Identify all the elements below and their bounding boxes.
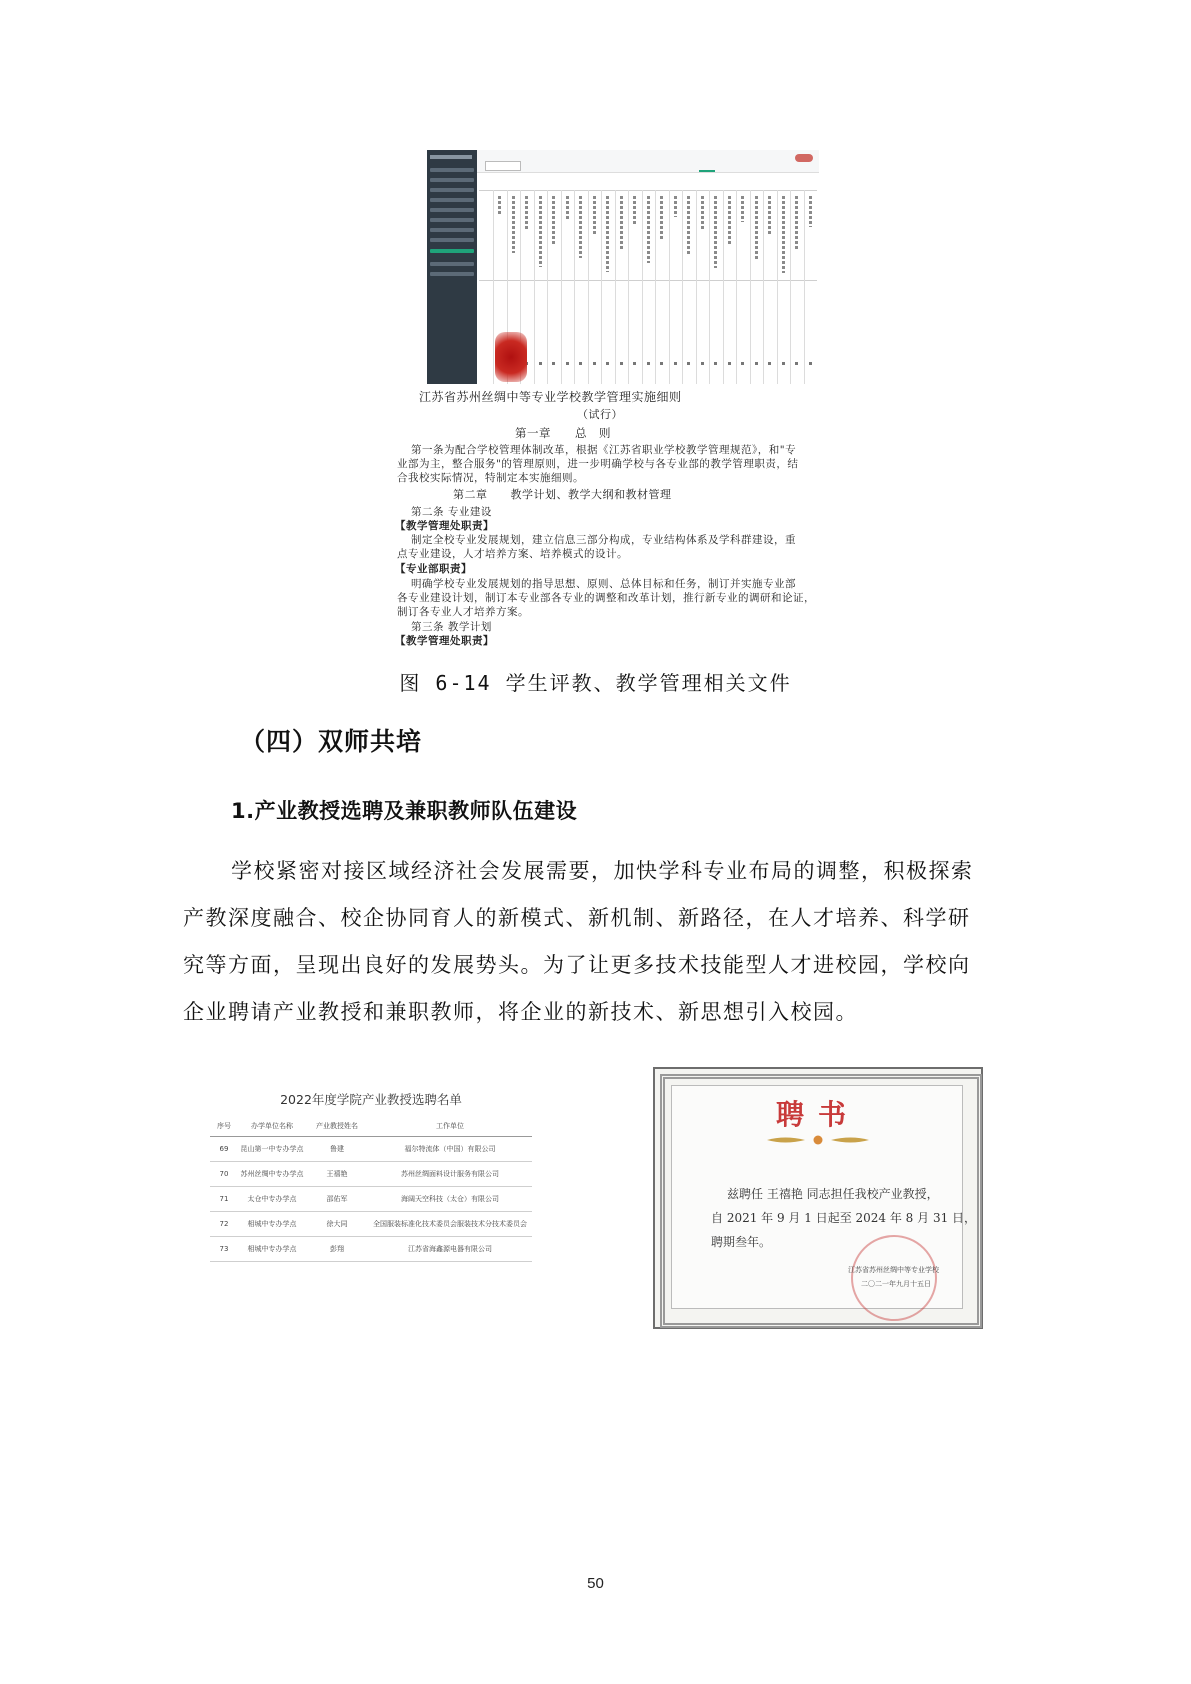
cell-mark (741, 362, 744, 365)
doc-office-duty-line-1: 制定全校专业发展规划，建立信息三部分构成，专业结构体系及学科群建设，重 (411, 534, 796, 546)
cell-mark (714, 362, 717, 365)
header-text-column (782, 196, 785, 273)
table-row (210, 1237, 532, 1262)
table-cell: 王禧艳 (306, 1162, 368, 1187)
table-header-cell: 序号 (210, 1116, 238, 1137)
doc-article-1-line-2: 业部为主，整合服务"的管理原则，进一步明确学校与各专业部的教学管理职责，结 (397, 458, 799, 470)
header-text-column (498, 196, 501, 216)
doc-dept-duty-line-3: 制订各专业人才培养方案。 (397, 606, 529, 618)
certificate-issuer: 江苏省苏州丝绸中等专业学校 (848, 1266, 939, 1274)
page-number: 50 (587, 1575, 604, 1592)
header-text-column (714, 196, 717, 268)
cell-mark (687, 362, 690, 365)
grid-line (628, 190, 629, 384)
evaluation-results-grid (479, 190, 817, 384)
table-cell: 全国服装标准化技术委员会服装技术分技术委员会 (368, 1212, 532, 1237)
header-text-column (525, 196, 528, 230)
section-heading: （四）双师共培 (240, 727, 423, 756)
doc-article-1-line-1: 第一条为配合学校管理体制改革，根据《江苏省职业学校教学管理规范》，和"专 (411, 444, 797, 456)
header-text-column (539, 196, 542, 267)
table-cell: 徐大同 (306, 1212, 368, 1237)
header-text-column (741, 196, 744, 222)
table-cell: 72 (210, 1212, 238, 1237)
grid-line (588, 190, 589, 384)
table-header-cell: 工作单位 (368, 1116, 532, 1137)
header-text-column (660, 196, 663, 240)
redaction-blot (495, 332, 527, 382)
grid-line (479, 190, 817, 191)
appointment-certificate (653, 1067, 983, 1329)
header-text-column (512, 196, 515, 253)
grid-line (709, 190, 710, 384)
header-text-column (633, 196, 636, 226)
grid-line (642, 190, 643, 384)
grid-line (736, 190, 737, 384)
table-header-row (210, 1116, 532, 1137)
grid-line (655, 190, 656, 384)
grid-line (547, 190, 548, 384)
grid-line (763, 190, 764, 384)
table-cell: 海阔天空科技（太仓）有限公司 (368, 1187, 532, 1212)
doc-article-2: 第二条 专业建设 (411, 506, 492, 518)
header-text-column (593, 196, 596, 235)
professor-list-table (210, 1116, 532, 1262)
professor-list-title: 2022年度学院产业教授选聘名单 (280, 1092, 462, 1107)
table-cell: 相城中专办学点 (238, 1237, 306, 1262)
header-text-column (620, 196, 623, 249)
doc-office-duty-label-2: 【教学管理处职责】 (395, 635, 494, 647)
cell-mark (633, 362, 636, 365)
grid-line (493, 190, 494, 384)
doc-dept-duty-line-1: 明确学校专业发展规划的指导思想、原则、总体目标和任务，制订并实施专业部 (411, 578, 796, 590)
table-row (210, 1162, 532, 1187)
system-sidebar (427, 150, 477, 384)
cell-mark (660, 362, 663, 365)
cell-mark (755, 362, 758, 365)
header-text-column (606, 196, 609, 272)
grid-line (682, 190, 683, 384)
table-cell: 苏州丝绸中专办学点 (238, 1162, 306, 1187)
grid-line (750, 190, 751, 384)
header-text-column (674, 196, 677, 217)
grid-line (601, 190, 602, 384)
table-cell: 太仓中专办学点 (238, 1187, 306, 1212)
certificate-title: 聘书 (775, 1098, 860, 1131)
grid-line (615, 190, 616, 384)
grid-line (479, 280, 817, 281)
paragraph-line-3: 究等方面，呈现出良好的发展势头。为了让更多技术技能型人才进校园，学校向 (183, 953, 971, 977)
cell-mark (782, 362, 785, 365)
doc-dept-duty-line-2: 各专业建设计划，制订本专业部各专业的调整和改革计划，推行新专业的调研和论证， (397, 592, 815, 604)
evaluation-system-screenshot (427, 150, 819, 384)
table-cell: 昆山第一中专办学点 (238, 1137, 306, 1162)
table-cell: 70 (210, 1162, 238, 1187)
cell-mark (579, 362, 582, 365)
certificate-line-2: 自 2021 年 9 月 1 日起至 2024 年 8 月 31 日， (711, 1211, 977, 1225)
cell-mark (701, 362, 704, 365)
doc-subtitle: （试行） (577, 408, 623, 421)
certificate-line-3: 聘期叁年。 (711, 1235, 772, 1249)
grid-line (696, 190, 697, 384)
doc-article-3: 第三条 教学计划 (411, 621, 492, 633)
doc-dept-duty-label: 【专业部职责】 (395, 563, 472, 575)
grid-line (574, 190, 575, 384)
doc-office-duty-label: 【教学管理处职责】 (395, 520, 494, 532)
doc-chapter-2: 第二章 教学计划、教学大纲和教材管理 (453, 488, 672, 501)
table-cell: 彭翔 (306, 1237, 368, 1262)
grid-line (790, 190, 791, 384)
table-cell: 69 (210, 1137, 238, 1162)
table-row (210, 1187, 532, 1212)
table-row (210, 1212, 532, 1237)
sub-heading: 1.产业教授选聘及兼职教师队伍建设 (231, 799, 578, 823)
cell-mark (809, 362, 812, 365)
grid-line (723, 190, 724, 384)
paragraph-line-4: 企业聘请产业教授和兼职教师，将企业的新技术、新思想引入校园。 (183, 1000, 858, 1024)
cell-mark (552, 362, 555, 365)
doc-title: 江苏省苏州丝绸中等专业学校教学管理实施细则 (419, 390, 682, 404)
table-header-cell: 办学单位名称 (238, 1116, 306, 1137)
cell-mark (620, 362, 623, 365)
cell-mark (795, 362, 798, 365)
table-cell: 73 (210, 1237, 238, 1262)
header-text-column (566, 196, 569, 221)
header-text-column (755, 196, 758, 259)
teaching-management-document (393, 388, 825, 650)
professor-list-image (208, 1086, 534, 1276)
table-cell: 相城中专办学点 (238, 1212, 306, 1237)
header-text-column (768, 196, 771, 236)
official-seal-icon (851, 1235, 937, 1321)
header-text-column (552, 196, 555, 244)
cell-mark (647, 362, 650, 365)
table-cell: 鲁建 (306, 1137, 368, 1162)
grid-line (534, 190, 535, 384)
header-text-column (579, 196, 582, 258)
cell-mark (728, 362, 731, 365)
cell-mark (593, 362, 596, 365)
doc-chapter-1: 第一章 总 则 (515, 426, 611, 440)
table-header-cell: 产业教授姓名 (306, 1116, 368, 1137)
header-text-column (687, 196, 690, 254)
doc-office-duty-line-2: 点专业建设，人才培养方案、培养模式的设计。 (397, 548, 628, 560)
cell-mark (566, 362, 569, 365)
table-row (210, 1137, 532, 1162)
header-text-column (728, 196, 731, 245)
cell-mark (674, 362, 677, 365)
certificate-ornament-icon (765, 1135, 871, 1145)
header-text-column (701, 196, 704, 231)
cell-mark (768, 362, 771, 365)
certificate-line-1: 兹聘任 王禧艳 同志担任我校产业教授， (727, 1187, 939, 1201)
cell-mark (606, 362, 609, 365)
grid-line (561, 190, 562, 384)
table-cell: 福尔特流体（中国）有限公司 (368, 1137, 532, 1162)
table-cell: 苏州丝绸面料设计服务有限公司 (368, 1162, 532, 1187)
table-cell: 江苏省海鑫源电器有限公司 (368, 1237, 532, 1262)
grid-line (804, 190, 805, 384)
certificate-date: 二〇二一年九月十五日 (861, 1280, 931, 1288)
grid-line (669, 190, 670, 384)
paragraph-line-2: 产教深度融合、校企协同育人的新模式、新机制、新路径，在人才培养、科学研 (183, 906, 971, 930)
cell-mark (539, 362, 542, 365)
header-text-column (647, 196, 650, 263)
header-text-column (795, 196, 798, 250)
system-topbar (477, 150, 819, 173)
grid-line (777, 190, 778, 384)
figure-caption: 图 6-14 学生评教、教学管理相关文件 (399, 671, 792, 695)
paragraph-line-1: 学校紧密对接区域经济社会发展需要，加快学科专业布局的调整，积极探索 (231, 859, 974, 883)
header-text-column (809, 196, 812, 227)
table-cell: 邵佑军 (306, 1187, 368, 1212)
doc-article-1-line-3: 合我校实际情况，特制定本实施细则。 (397, 472, 584, 484)
table-cell: 71 (210, 1187, 238, 1212)
